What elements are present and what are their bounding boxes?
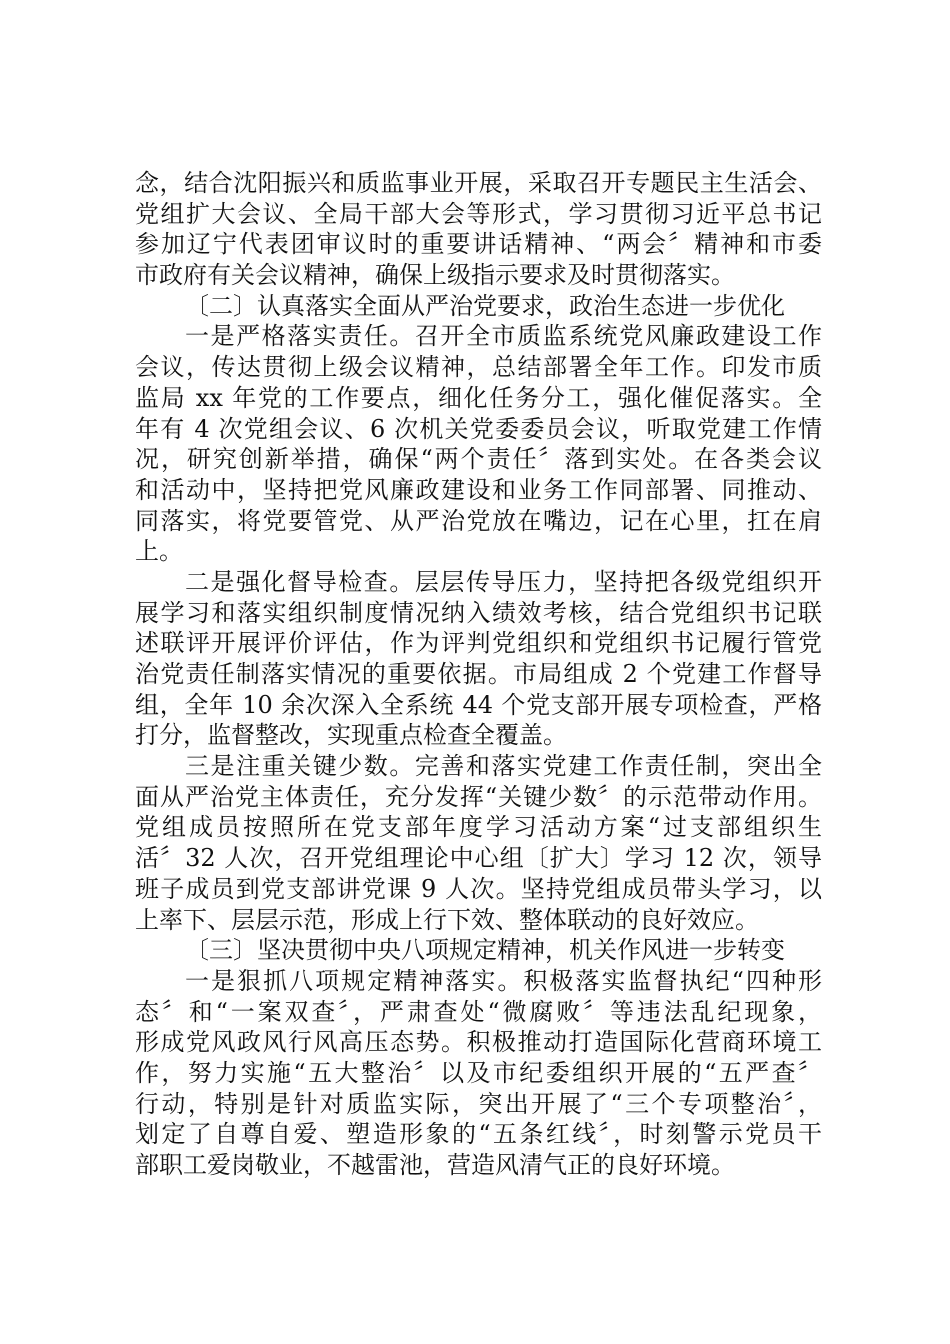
text-line: 党组扩大会议、全局干部大会等形式，学习贯彻习近平总书记 — [135, 199, 822, 228]
paragraph-eight-rules — [135, 966, 822, 1181]
section-heading-3 — [135, 935, 822, 966]
text-line: 二是强化督导检查。层层传导压力，坚持把各级党组织开 — [185, 567, 822, 596]
text-line: 上率下、层层示范，形成上行下效、整体联动的良好效应。 — [135, 905, 759, 934]
text-line: 打分，监督整改，实现重点检查全覆盖。 — [135, 721, 567, 750]
text-line: 一是狠抓八项规定精神落实。积极落实监督执纪“四种形 — [185, 966, 822, 995]
heading-line: 〔三〕坚决贯彻中央八项规定精神，机关作风进一步转变 — [185, 936, 785, 965]
text-line: 态〞和“一案双查〞，严肃查处“微腐败〞等违法乱纪现象， — [135, 997, 822, 1026]
paragraph-continuation — [135, 168, 822, 291]
text-line: 同落实，将党要管党、从严治党放在嘴边，记在心里，扛在肩 — [135, 506, 822, 535]
text-line: 市政府有关会议精神，确保上级指示要求及时贯彻落实。 — [135, 261, 735, 290]
text-line: 班子成员到党支部讲党课 9 人次。坚持党组成员带头学习，以 — [135, 874, 822, 903]
text-line: 治党责任制落实情况的重要依据。市局组成 2 个党建工作督导 — [135, 660, 822, 688]
text-line: 部职工爱岗敬业，不越雷池，营造风清气正的良好环境。 — [135, 1151, 735, 1179]
text-line: 和活动中，坚持把党风廉政建设和业务工作同部署、同推动、 — [135, 475, 822, 504]
text-line: 会议，传达贯彻上级会议精神，总结部署全年工作。印发市质 — [135, 353, 822, 382]
text-line: 念，结合沈阳振兴和质监事业开展，采取召开专题民主生活会、 — [135, 169, 822, 197]
document-body — [135, 168, 822, 1181]
text-line: 参加辽宁代表团审议时的重要讲话精神、“两会〞精神和市委 — [135, 230, 822, 259]
text-line: 展学习和落实组织制度情况纳入绩效考核，结合党组织书记联 — [135, 598, 822, 627]
text-line: 活〞32 人次，召开党组理论中心组〔扩大〕学习 12 次，领导 — [135, 844, 822, 873]
text-line: 一是严格落实责任。召开全市质监系统党风廉政建设工作 — [185, 322, 822, 351]
text-line: 作，努力实施“五大整治〞以及市纪委组织开展的“五严查〞 — [135, 1058, 822, 1087]
text-line: 况，研究创新举措，确保“两个责任〞落到实处。在各类会议 — [135, 445, 822, 474]
heading-line: 〔二〕认真落实全面从严治党要求，政治生态进一步优化 — [185, 291, 785, 320]
text-line: 监局 xx 年党的工作要点，细化任务分工，强化催促落实。全 — [135, 383, 822, 412]
text-line: 述联评开展评价评估，作为评判党组织和党组织书记履行管党 — [135, 629, 822, 658]
paragraph-responsibility — [135, 321, 822, 567]
paragraph-key-minority — [135, 751, 822, 935]
text-line: 三是注重关键少数。完善和落实党建工作责任制，突出全 — [185, 752, 822, 781]
text-line: 面从严治党主体责任，充分发挥“关键少数〞的示范带动作用。 — [135, 782, 822, 811]
text-line: 年有 4 次党组会议、6 次机关党委委员会议，听取党建工作情 — [135, 414, 822, 443]
text-line: 形成党风政风行风高压态势。积极推动打造国际化营商环境工 — [135, 1028, 822, 1057]
section-heading-2 — [135, 291, 822, 322]
text-line: 行动，特别是针对质监实际，突出开展了“三个专项整治〞， — [135, 1089, 822, 1118]
text-line: 划定了自尊自爱、塑造形象的“五条红线〞，时刻警示党员干 — [135, 1120, 822, 1149]
text-line: 上。 — [135, 537, 183, 566]
text-line: 组，全年 10 余次深入全系统 44 个党支部开展专项检查，严格 — [135, 690, 822, 719]
paragraph-supervision — [135, 567, 822, 751]
text-line: 党组成员按照所在党支部年度学习活动方案“过支部组织生 — [135, 813, 822, 842]
